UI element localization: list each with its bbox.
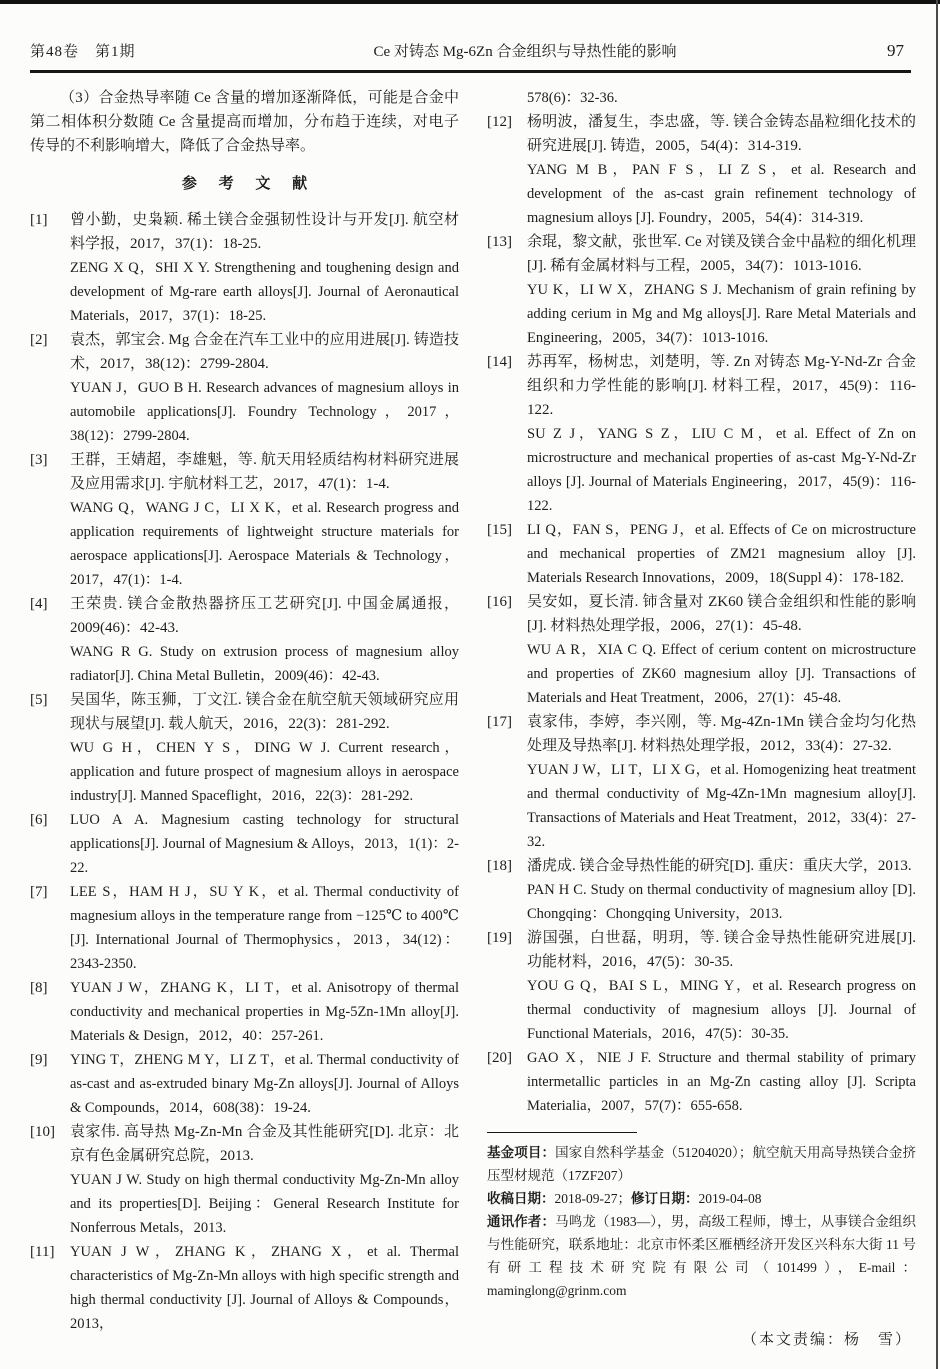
running-head (30, 40, 910, 61)
reference-item (30, 976, 459, 1048)
reference-text: GAO X，NIE J F. Structure and thermal stability of primary intermetallic particles in an Mg-Zn casting alloy [J]. Scripta Materialia，2007，57(7)：655-658. (527, 1050, 916, 1114)
reference-item (487, 518, 916, 590)
reference-text: 吴安如，夏长清. 铈含量对 ZK60 镁合金组织和性能的影响[J]. 材料热处理学报，2006，27(1)：45-48. WU A R，XIA C Q. Effect of cerium content on microstructure and properties of ZK60 magnesium alloy [J]. Transactions of Materials and Heat Treatment，2006，27(1)：45-48. (527, 594, 916, 706)
reference-item (487, 350, 916, 518)
revised-label: 修订日期： (631, 1191, 699, 1206)
reference-text: 袁家伟，李婷，李兴刚，等. Mg-4Zn-1Mn 镁合金均匀化热处理及导热率[J]. 材料热处理学报，2012，33(4)：27-32. YUAN J W，LI T，LI X G，et al. Homogenizing heat treatment and thermal conductivity of Mg-4Zn-1Mn magnesium alloy[J]. Transactions of Materials and Heat Treatment，2012，33(4)：27-32. (527, 714, 916, 850)
reference-number: [14] (487, 354, 512, 370)
reference-number (487, 86, 527, 110)
received-label: 收稿日期： (487, 1191, 555, 1206)
reference-item (30, 1048, 459, 1120)
footnote-block (487, 1141, 916, 1302)
reference-item (487, 926, 916, 1046)
reference-item (30, 448, 459, 592)
reference-text: 袁杰，郭宝会. Mg 合金在汽车工业中的应用进展[J]. 铸造技术，2017，38(12)：2799-2804. YUAN J，GUO B H. Research advances of magnesium alloys in automobile applications[J]. Foundry Technology，2017，38(12)：2799-2804. (70, 332, 459, 444)
editor-note: （本文责编：杨 雪） (741, 1332, 912, 1348)
reference-item (30, 208, 459, 328)
reference-item (30, 1240, 459, 1336)
corresponding-author-line (487, 1210, 916, 1302)
reference-item (487, 590, 916, 710)
reference-number: [15] (487, 522, 512, 538)
reference-item (487, 710, 916, 854)
reference-number: [2] (30, 332, 48, 348)
dates-line (487, 1187, 916, 1210)
reference-text: LI Q，FAN S，PENG J，et al. Effects of Ce on microstructure and mechanical properties of ZM21 magnesium alloy [J]. Materials Research Innovations，2009，18(Suppl 4)：178-182. (527, 522, 916, 586)
reference-text: 苏再军，杨树忠，刘楚明，等. Zn 对铸态 Mg-Y-Nd-Zr 合金组织和力学性能的影响[J]. 材料工程，2017，45(9)：116-122. SU Z J，YANG S Z，LIU C M，et al. Effect of Zn on microstructure and mechanical properties of as-cast Mg-Y-Nd-Zr alloys [J]. Journal of Materials Engineering，2017，45(9)：116-122. (527, 354, 916, 514)
reference-item (30, 880, 459, 976)
reference-number: [7] (30, 884, 48, 900)
reference-item (30, 808, 459, 880)
reference-item (487, 854, 916, 926)
author-text: 马鸣龙（1983—），男，高级工程师，博士，从事镁合金组织与性能研究，联系地址：北京市怀柔区雁栖经济开发区兴科东大街 11 号有研工程技术研究院有限公司（101499），E-mail：maminglong@grinm.com (487, 1214, 917, 1298)
running-title: Ce 对铸态 Mg-6Zn 合金组织与导热性能的影响 (373, 44, 677, 60)
reference-number: [4] (30, 596, 48, 612)
left-column (30, 86, 459, 1367)
reference-item (30, 1120, 459, 1240)
reference-text: YUAN J W，ZHANG K，LI T，et al. Anisotropy of thermal conductivity and mechanical properties in Mg-5Zn-1Mn alloy[J]. Materials & Design，2012，40：257-261. (70, 980, 459, 1044)
right-column (487, 86, 916, 1367)
received-date: 2018-09-27； (554, 1191, 631, 1206)
reference-item (30, 592, 459, 688)
author-label: 通讯作者： (487, 1214, 556, 1229)
reference-number: [19] (487, 930, 512, 946)
fund-label: 基金项目： (487, 1145, 556, 1160)
reference-text: 王群，王婧超，李雄魁，等. 航天用轻质结构材料研究进展及应用需求[J]. 宇航材料工艺，2017，47(1)：1-4. WANG Q，WANG J C，LI X K，et al. Research progress and application requirements of lightweight structure materials for aerospace applications[J]. Aerospace Materials & Technology，2017，47(1)：1-4. (70, 452, 459, 588)
reference-text: 袁家伟. 高导热 Mg-Zn-Mn 合金及其性能研究[D]. 北京：北京有色金属研究总院，2013. YUAN J W. Study on high thermal conductivity Mg-Zn-Mn alloy and its properties[D]. Beijing：General Research Institute for Nonferrous Metals，2013. (70, 1124, 459, 1236)
page-body (30, 86, 916, 1367)
reference-item (30, 328, 459, 448)
reference-item (487, 230, 916, 350)
reference-number: [17] (487, 714, 512, 730)
fund-line (487, 1141, 916, 1187)
reference-text: 潘虎成. 镁合金导热性能的研究[D]. 重庆：重庆大学，2013. PAN H C. Study on thermal conductivity of magnesium alloy [D]. Chongqing：Chongqing University，2013. (527, 858, 916, 922)
references-column-left (30, 208, 459, 1336)
references-column-right (487, 86, 916, 1118)
reference-number: [10] (30, 1124, 55, 1140)
reference-number: [9] (30, 1052, 48, 1068)
reference-number: [1] (30, 212, 48, 228)
scan-edge-right (936, 0, 938, 1369)
conclusion-paragraph: （3）合金热导率随 Ce 含量的增加逐渐降低，可能是合金中第二相体积分数随 Ce 含量提高而增加，分布趋于连续，对电子传导的不利影响增大，降低了合金热导率。 (30, 90, 459, 154)
page-number: 97 (887, 41, 904, 60)
references-heading: 参 考 文 献 (181, 176, 317, 192)
footnote-rule (487, 1132, 637, 1133)
reference-number: [13] (487, 234, 512, 250)
reference-number: [11] (30, 1244, 55, 1260)
volume-issue: 第48卷 第1期 (30, 44, 136, 60)
reference-number: [16] (487, 594, 512, 610)
reference-text: 杨明波，潘复生，李忠盛，等. 镁合金铸态晶粒细化技术的研究进展[J]. 铸造，2005，54(4)：314-319. YANG M B，PAN F S，LI Z S，et al. Research and development of the as-cast grain refinement technology of magnesium alloys [J]. Foundry，2005，54(4)：314-319. (527, 114, 916, 226)
reference-number: [6] (30, 812, 48, 828)
reference-text: LEE S，HAM H J，SU Y K，et al. Thermal conductivity of magnesium alloys in the temperature range from −125℃ to 400℃[J]. International Journal of Thermophysics，2013，34(12)：2343-2350. (70, 884, 459, 972)
reference-text: YUAN J W，ZHANG K，ZHANG X，et al. Thermal characteristics of Mg-Zn-Mn alloys with high specific strength and high thermal conductivity [J]. Journal of Alloys & Compounds，2013， (70, 1244, 459, 1332)
reference-number: [5] (30, 692, 48, 708)
fund-text: 国家自然科学基金（51204020）；航空航天用高导热镁合金挤压型材规范（17ZF207） (487, 1145, 917, 1183)
reference-number: [3] (30, 452, 48, 468)
reference-text: 曾小勤，史枭颖. 稀土镁合金强韧性设计与开发[J]. 航空材料学报，2017，37(1)：18-25. ZENG X Q，SHI X Y. Strengthening and toughening design and development of Mg-rare earth alloys[J]. Journal of Aeronautical Materials，2017，37(1)：18-25. (70, 212, 459, 324)
reference-item (487, 1046, 916, 1118)
reference-text: 王荣贵. 镁合金散热器挤压工艺研究[J]. 中国金属通报，2009(46)：42-43. WANG R G. Study on extrusion process of magnesium alloy radiator[J]. China Metal Bulletin，2009(46)：42-43. (70, 596, 459, 684)
reference-item (487, 110, 916, 230)
reference-text: 578(6)：32-36. (527, 90, 618, 106)
reference-continuation (487, 86, 916, 110)
reference-text: 游国强，白世磊，明玥，等. 镁合金导热性能研究进展[J]. 功能材料，2016，47(5)：30-35. YOU G Q，BAI S L，MING Y，et al. Research progress on thermal conductivity of magnesium alloys [J]. Journal of Functional Materials，2016，47(5)：30-35. (527, 930, 916, 1042)
reference-number: [12] (487, 114, 512, 130)
reference-number: [8] (30, 980, 48, 996)
reference-item (30, 688, 459, 808)
reference-text: YING T，ZHENG M Y，LI Z T，et al. Thermal conductivity of as-cast and as-extruded binary Mg-Zn alloys[J]. Journal of Alloys & Compounds，2014，608(38)：19-24. (70, 1052, 459, 1116)
reference-text: 吴国华，陈玉狮，丁文江. 镁合金在航空航天领域研究应用现状与展望[J]. 载人航天，2016，22(3)：281-292. WU G H，CHEN Y S，DING W J. Current research，application and future prospect of magnesium alloys in aerospace industry[J]. Manned Spaceflight，2016，22(3)：281-292. (70, 692, 459, 804)
reference-number: [18] (487, 858, 512, 874)
revised-date: 2019-04-08 (698, 1191, 762, 1206)
reference-text: LUO A A. Magnesium casting technology for structural applications[J]. Journal of Magnesium & Alloys，2013，1(1)：2-22. (70, 812, 459, 876)
reference-text: 余琨，黎文献，张世军. Ce 对镁及镁合金中晶粒的细化机理[J]. 稀有金属材料与工程，2005，34(7)：1013-1016. YU K，LI W X，ZHANG S J. Mechanism of grain refining by adding cerium in Mg and Mg alloys[J]. Rare Metal Materials and Engineering，2005，34(7)：1013-1016. (527, 234, 916, 346)
reference-number: [20] (487, 1050, 512, 1066)
scan-edge-top (0, 0, 940, 4)
header-rule (30, 70, 911, 73)
